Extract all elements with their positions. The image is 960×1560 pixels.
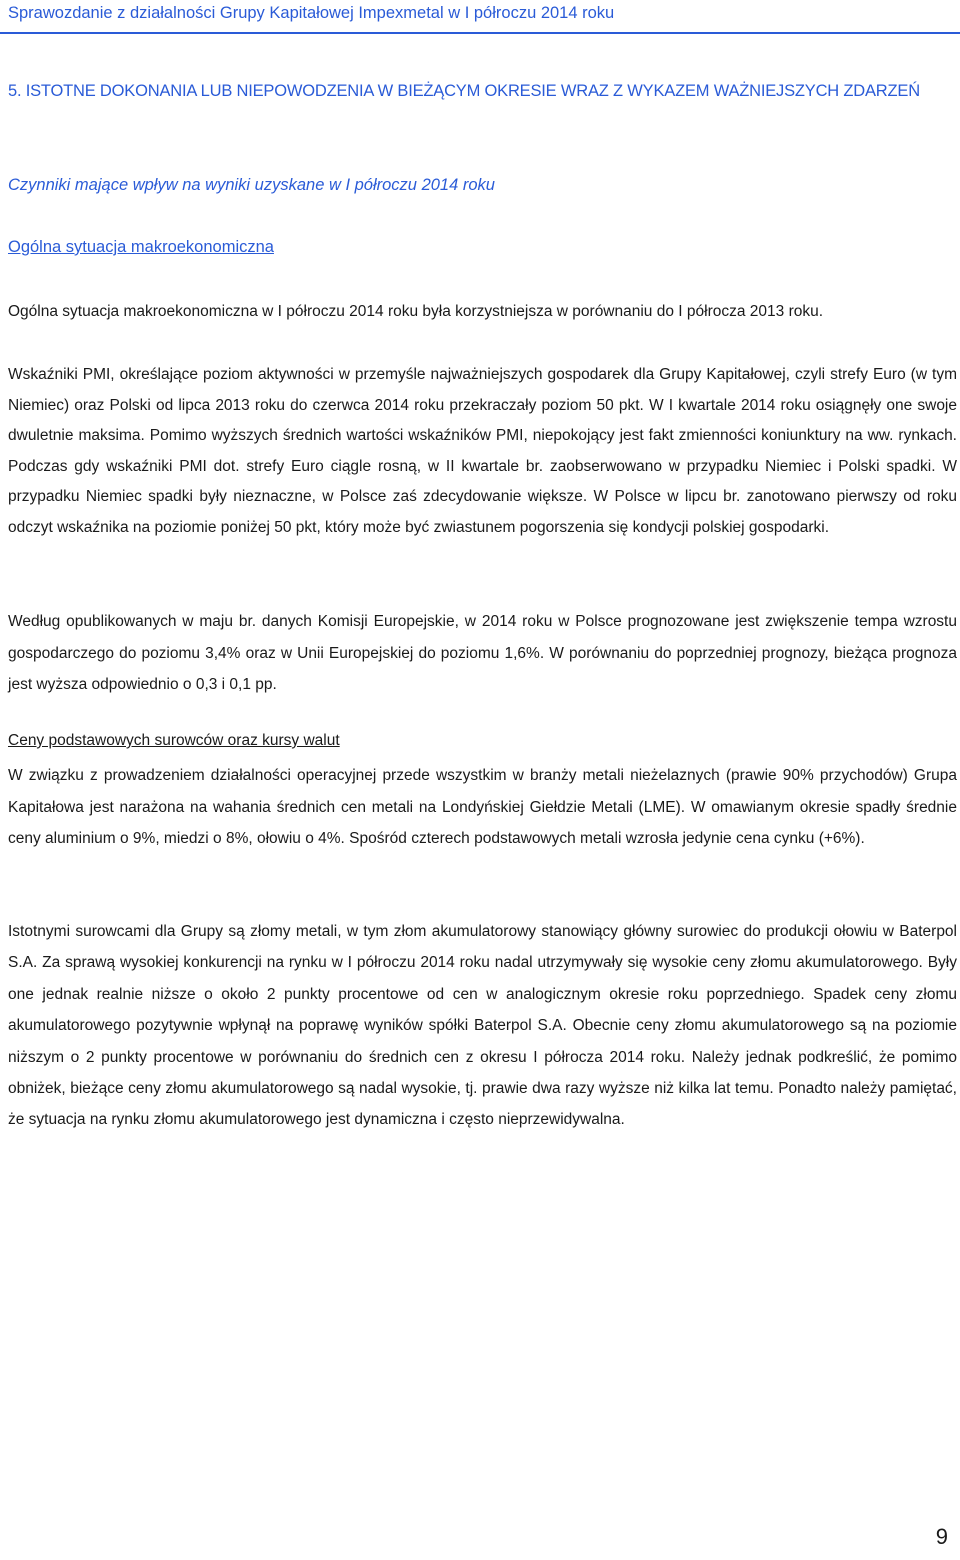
page-number: 9: [935, 1524, 948, 1549]
report-header-title: Sprawozdanie z działalności Grupy Kapitałowej Impexmetal w I półroczu 2014 roku: [8, 4, 615, 22]
prices-paragraph-2: Istotnymi surowcami dla Grupy są złomy metali, w tym złom akumulatorowy stanowiący główny surowiec do produkcji ołowiu w Baterpol S.A. Za sprawą wysokiej konkurencji na rynku w I półroczu 2014 roku nadal utrzymywały się wysokie ceny złomu akumulatorowego. Były one jednak realnie niższe o około 2 punkty procentowe od cen w analogicznym okresie roku poprzedniego. Spadek ceny złomu akumulatorowego pozytywnie wpłynął na poprawę wyników spółki Baterpol S.A. Obecnie ceny złomu akumulatorowego są na poziomie niższym o 2 punkty procentowe w porównaniu do średnich cen z okresu I półrocza 2014 roku. Należy jednak podkreślić, że pomimo obniżek, bieżące ceny złomu akumulatorowego są nadal wysokie, tj. prawie dwa razy wyższe niż kilka lat temu. Ponadto należy pamiętać, że sytuacja na rynku złomu akumulatorowego jest dynamiczna i często nieprzewidywalna.: [8, 923, 957, 1129]
macro-heading: Ogólna sytuacja makroekonomiczna: [8, 238, 274, 256]
header-divider: [0, 32, 960, 34]
prices-heading: Ceny podstawowych surowców oraz kursy walut: [8, 732, 340, 749]
macro-paragraph-1: Ogólna sytuacja makroekonomiczna w I półroczu 2014 roku była korzystniejsza w porównaniu do I półrocza 2013 roku.: [8, 303, 824, 320]
macro-paragraph-3: Według opublikowanych w maju br. danych Komisji Europejskie, w 2014 roku w Polsce prognozowane jest zwiększenie tempa wzrostu gospodarczego do poziomu 3,4% oraz w Unii Europejskiej do poziomu 1,6%. W porównaniu do poprzedniej prognozy, bieżąca prognoza jest wyższa odpowiednio o 0,3 i 0,1 pp.: [8, 613, 957, 693]
section-heading: 5. ISTOTNE DOKONANIA LUB NIEPOWODZENIA W BIEŻĄCYM OKRESIE WRAZ Z WYKAZEM WAŻNIEJSZYCH ZDARZEŃ: [8, 82, 920, 100]
prices-paragraph-1: W związku z prowadzeniem działalności operacyjnej przede wszystkim w branży metali nieżelaznych (prawie 90% przychodów) Grupa Kapitałowa jest narażona na wahania średnich cen metali na Londyńskiej Giełdzie Metali (LME). W omawianym okresie spadły średnie ceny aluminium o 9%, miedzi o 8%, ołowiu o 4%. Spośród czterech podstawowych metali wzrosła jedynie cena cynku (+6%).: [8, 767, 957, 847]
macro-paragraph-2: Wskaźniki PMI, określające poziom aktywności w przemyśle najważniejszych gospodarek dla Grupy Kapitałowej, czyli strefy Euro (w tym Niemiec) oraz Polski od lipca 2013 roku do czerwca 2014 roku przekraczały poziom 50 pkt. W I kwartale 2014 roku osiągnęły one swoje dwuletnie maksima. Pomimo wyższych średnich wartości wskaźników PMI, niepokojący jest fakt zmienności koniunktury na ww. rynkach. Podczas gdy wskaźniki PMI dot. strefy Euro ciągle rosną, w II kwartale br. zaobserwowano w przypadku Niemiec i Polski spadki. W przypadku Niemiec spadki były nieznaczne, w Polsce zaś zdecydowanie większe. W Polsce w lipcu br. zanotowano pierwszy od roku odczyt wskaźnika na poziomie poniżej 50 pkt, który może być zwiastunem pogorszenia się kondycji polskiej gospodarki.: [8, 366, 957, 536]
factors-heading: Czynniki mające wpływ na wyniki uzyskane w I półroczu 2014 roku: [8, 176, 495, 194]
